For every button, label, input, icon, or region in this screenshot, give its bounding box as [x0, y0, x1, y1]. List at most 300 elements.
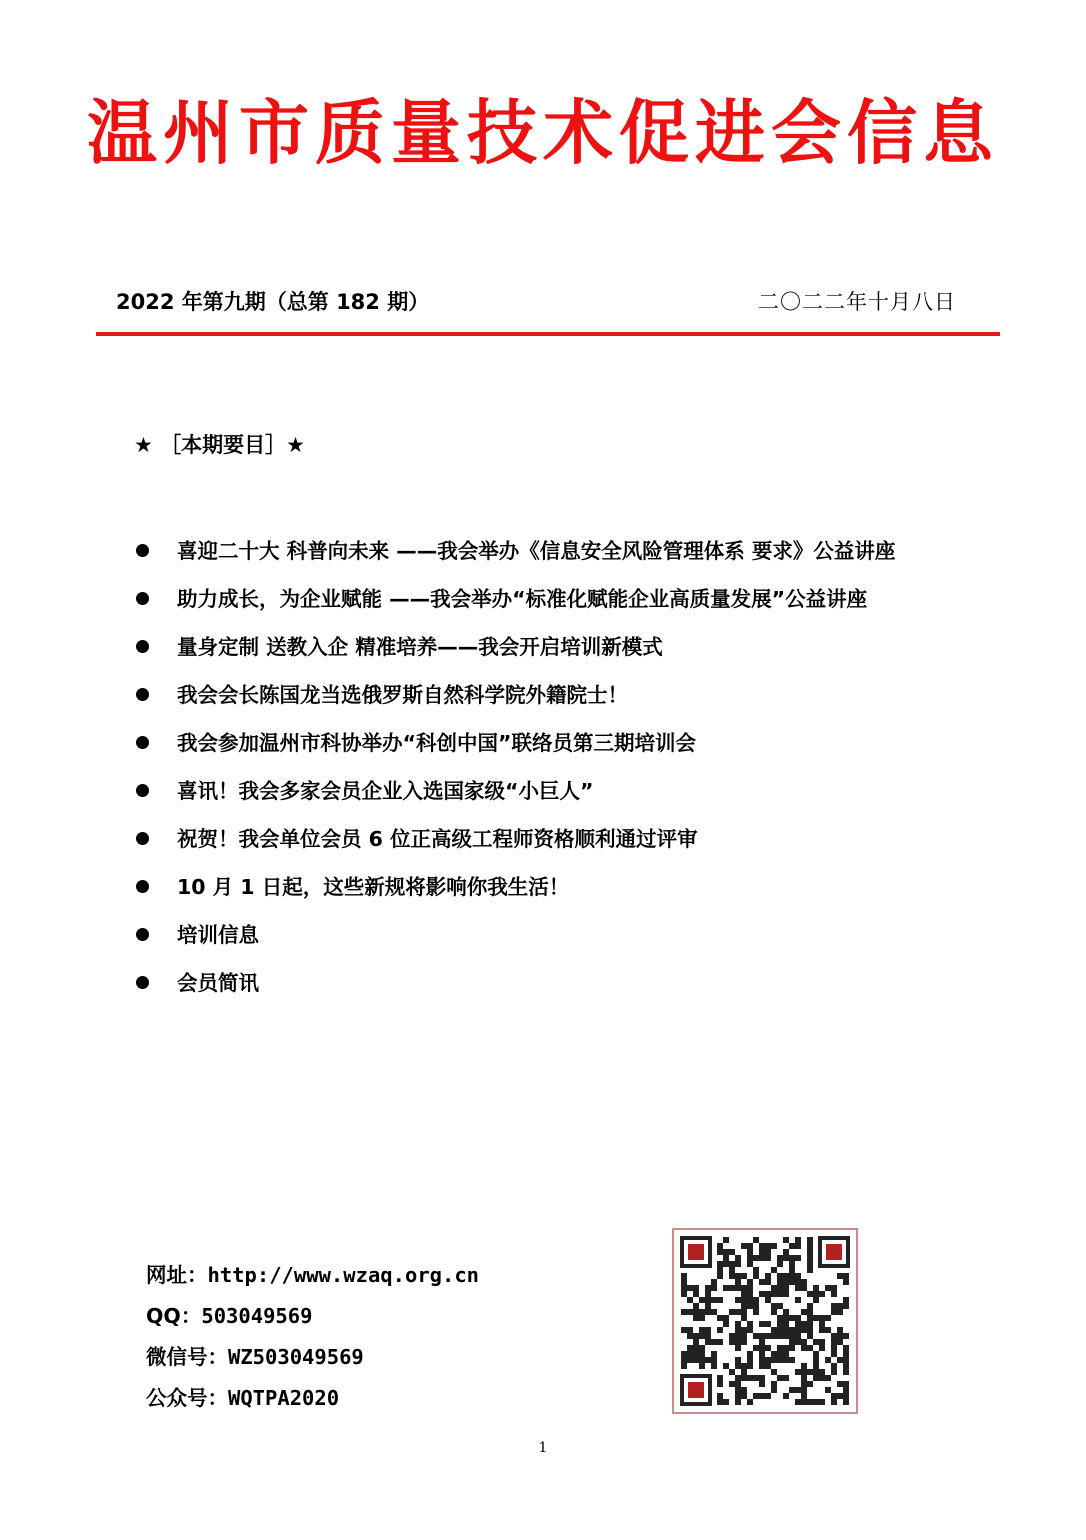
qr-module	[819, 1399, 825, 1405]
qr-module	[807, 1291, 813, 1297]
qr-module	[699, 1357, 705, 1363]
qr-module	[717, 1267, 723, 1273]
qr-module	[747, 1363, 753, 1369]
bullet-icon	[136, 736, 149, 749]
qr-module	[717, 1243, 723, 1249]
qr-module	[831, 1291, 837, 1297]
qr-module	[801, 1327, 807, 1333]
qr-module	[741, 1291, 747, 1297]
qr-module	[843, 1369, 849, 1375]
qr-module	[795, 1273, 801, 1279]
qr-module	[795, 1387, 801, 1393]
qr-module	[693, 1339, 699, 1345]
bullet-icon	[136, 640, 149, 653]
bullet-icon	[136, 928, 149, 941]
qr-module	[843, 1363, 849, 1369]
qr-module	[789, 1339, 795, 1345]
qr-module	[771, 1309, 777, 1315]
qr-module	[807, 1309, 813, 1315]
qr-module	[753, 1393, 759, 1399]
qr-module	[741, 1303, 747, 1309]
qr-module	[789, 1279, 795, 1285]
qr-module	[777, 1315, 783, 1321]
qr-module	[765, 1297, 771, 1303]
qr-module	[759, 1243, 765, 1249]
qr-module	[831, 1393, 837, 1399]
qr-module	[801, 1381, 807, 1387]
qr-module	[813, 1297, 819, 1303]
qr-module	[783, 1291, 789, 1297]
qr-module	[783, 1249, 789, 1255]
qr-module	[777, 1357, 783, 1363]
qr-module	[699, 1315, 705, 1321]
qr-module	[801, 1363, 807, 1369]
qr-module	[789, 1327, 795, 1333]
qr-module	[729, 1369, 735, 1375]
qr-module	[699, 1345, 705, 1351]
qr-module	[837, 1327, 843, 1333]
qr-module	[795, 1285, 801, 1291]
qr-module	[753, 1309, 759, 1315]
qr-module	[735, 1279, 741, 1285]
qr-module	[759, 1339, 765, 1345]
list-item	[136, 774, 895, 822]
qr-module	[741, 1273, 747, 1279]
qr-module	[789, 1387, 795, 1393]
qr-module	[789, 1345, 795, 1351]
qr-module	[831, 1369, 837, 1375]
qr-module	[681, 1363, 687, 1369]
qr-module	[843, 1345, 849, 1351]
qr-module	[693, 1285, 699, 1291]
qr-module	[813, 1351, 819, 1357]
qr-module	[735, 1381, 741, 1387]
qr-module	[843, 1387, 849, 1393]
qr-module	[801, 1375, 807, 1381]
issue-date: 二〇二二年十月八日	[758, 290, 956, 314]
qr-module	[801, 1285, 807, 1291]
qr-module	[813, 1285, 819, 1291]
qr-module	[819, 1315, 825, 1321]
qr-module	[729, 1309, 735, 1315]
qr-module	[699, 1333, 705, 1339]
qr-module	[705, 1291, 711, 1297]
qr-module	[753, 1297, 759, 1303]
contents-item-label: 培训信息	[177, 923, 259, 947]
qr-module	[729, 1273, 735, 1279]
qr-module	[789, 1333, 795, 1339]
qr-module	[843, 1333, 849, 1339]
qr-module	[687, 1345, 693, 1351]
qr-module	[765, 1393, 771, 1399]
qr-module	[777, 1261, 783, 1267]
qr-module	[771, 1333, 777, 1339]
qr-module	[807, 1261, 813, 1267]
qr-module	[747, 1303, 753, 1309]
qr-module	[801, 1279, 807, 1285]
qr-module	[807, 1243, 813, 1249]
qr-module	[801, 1387, 807, 1393]
qr-finder-bottom-left	[680, 1374, 712, 1406]
qr-module	[831, 1303, 837, 1309]
qr-module	[783, 1321, 789, 1327]
qr-module	[741, 1285, 747, 1291]
qr-module	[741, 1339, 747, 1345]
contents-item-label: 喜讯！我会多家会员企业入选国家级“小巨人”	[177, 779, 594, 803]
qr-module	[747, 1321, 753, 1327]
qr-module	[837, 1393, 843, 1399]
qr-module	[741, 1375, 747, 1381]
qr-module	[765, 1279, 771, 1285]
qr-module	[741, 1363, 747, 1369]
qr-module	[723, 1261, 729, 1267]
qr-module	[717, 1399, 723, 1405]
qr-module	[771, 1387, 777, 1393]
qr-module	[759, 1345, 765, 1351]
qr-module	[807, 1399, 813, 1405]
qr-module	[765, 1333, 771, 1339]
qr-module	[699, 1297, 705, 1303]
qr-code-pattern	[674, 1230, 856, 1412]
qr-module	[705, 1285, 711, 1291]
qr-module	[753, 1303, 759, 1309]
qr-module	[705, 1339, 711, 1345]
list-item	[136, 822, 895, 870]
qq-number: 503049569	[201, 1304, 313, 1328]
qr-module	[711, 1357, 717, 1363]
qr-module	[693, 1351, 699, 1357]
qr-module	[741, 1369, 747, 1375]
contact-info	[146, 1260, 479, 1424]
qr-module	[801, 1369, 807, 1375]
qq-row	[146, 1301, 479, 1342]
qr-module	[831, 1309, 837, 1315]
qq-label: QQ：	[146, 1304, 202, 1328]
masthead-title: 温州市质量技术促进会信息	[87, 92, 999, 174]
qr-module	[807, 1327, 813, 1333]
qr-finder-top-left	[680, 1236, 712, 1268]
bullet-icon	[136, 592, 149, 605]
qr-module	[759, 1321, 765, 1327]
qr-module	[795, 1399, 801, 1405]
qr-module	[759, 1351, 765, 1357]
qr-module	[687, 1327, 693, 1333]
qr-module	[819, 1291, 825, 1297]
qr-module	[717, 1315, 723, 1321]
qr-module	[813, 1369, 819, 1375]
qr-module	[777, 1321, 783, 1327]
qr-module	[777, 1303, 783, 1309]
qr-module	[795, 1333, 801, 1339]
qr-module	[783, 1327, 789, 1333]
qr-module	[753, 1267, 759, 1273]
qr-module	[843, 1393, 849, 1399]
qr-module	[735, 1333, 741, 1339]
bullet-icon	[136, 880, 149, 893]
qr-module	[717, 1249, 723, 1255]
qr-module	[759, 1291, 765, 1297]
qr-module	[765, 1321, 771, 1327]
qr-module	[771, 1243, 777, 1249]
qr-module	[825, 1285, 831, 1291]
qr-module	[747, 1285, 753, 1291]
qr-module	[747, 1243, 753, 1249]
qr-module	[699, 1309, 705, 1315]
qr-module	[789, 1261, 795, 1267]
qr-module	[783, 1279, 789, 1285]
qr-module	[813, 1315, 819, 1321]
qr-module	[681, 1273, 687, 1279]
list-item	[136, 678, 895, 726]
qr-module	[837, 1273, 843, 1279]
qr-module	[711, 1309, 717, 1315]
qr-module	[777, 1255, 783, 1261]
qr-module	[681, 1285, 687, 1291]
qr-module	[723, 1363, 729, 1369]
official-account-label: 公众号：	[146, 1386, 228, 1410]
qr-module	[765, 1357, 771, 1363]
qr-module	[801, 1399, 807, 1405]
qr-module	[825, 1327, 831, 1333]
qr-module	[765, 1291, 771, 1297]
qr-module	[735, 1387, 741, 1393]
qr-module	[795, 1279, 801, 1285]
qr-module	[831, 1363, 837, 1369]
qr-module	[765, 1255, 771, 1261]
qr-module	[831, 1333, 837, 1339]
qr-module	[759, 1381, 765, 1387]
qr-module	[711, 1285, 717, 1291]
qr-module	[747, 1399, 753, 1405]
qr-module	[759, 1255, 765, 1261]
website-link[interactable]: http://www.wzaq.org.cn	[207, 1263, 480, 1287]
qr-module	[843, 1357, 849, 1363]
qr-module	[777, 1345, 783, 1351]
list-item	[136, 534, 895, 582]
qr-module	[681, 1351, 687, 1357]
qr-module	[807, 1333, 813, 1339]
wechat-row	[146, 1342, 479, 1383]
qr-module	[717, 1327, 723, 1333]
qr-module	[759, 1249, 765, 1255]
qr-module	[771, 1351, 777, 1357]
qr-module	[711, 1339, 717, 1345]
qr-module	[735, 1339, 741, 1345]
qr-module	[681, 1291, 687, 1297]
qr-module	[825, 1375, 831, 1381]
website-row	[146, 1260, 479, 1301]
qr-module	[723, 1255, 729, 1261]
qr-module	[801, 1345, 807, 1351]
qr-module	[819, 1339, 825, 1345]
qr-module	[819, 1345, 825, 1351]
qr-module	[825, 1315, 831, 1321]
qr-module	[795, 1237, 801, 1243]
qr-module	[783, 1345, 789, 1351]
qr-module	[729, 1339, 735, 1345]
qr-module	[753, 1333, 759, 1339]
qr-module	[801, 1321, 807, 1327]
qr-module	[747, 1249, 753, 1255]
page-number: 1	[538, 1440, 548, 1456]
qr-module	[837, 1357, 843, 1363]
qr-module	[735, 1345, 741, 1351]
qr-module	[771, 1291, 777, 1297]
qr-module	[699, 1327, 705, 1333]
qr-module	[717, 1273, 723, 1279]
qr-module	[747, 1375, 753, 1381]
bullet-icon	[136, 976, 149, 989]
qr-module	[789, 1357, 795, 1363]
qr-module	[795, 1243, 801, 1249]
qr-module	[693, 1357, 699, 1363]
qr-module	[705, 1327, 711, 1333]
bullet-icon	[136, 544, 149, 557]
qr-module	[807, 1315, 813, 1321]
qr-module	[729, 1261, 735, 1267]
qr-module	[723, 1315, 729, 1321]
qr-module	[819, 1327, 825, 1333]
qr-module	[789, 1273, 795, 1279]
list-item	[136, 726, 895, 774]
contents-item-label: 会员简讯	[177, 971, 259, 995]
qr-module	[795, 1339, 801, 1345]
qr-module	[789, 1243, 795, 1249]
qr-module	[807, 1237, 813, 1243]
qr-module	[831, 1399, 837, 1405]
qr-module	[801, 1339, 807, 1345]
qr-module	[807, 1255, 813, 1261]
contents-item-label: 量身定制 送教入企 精准培养——我会开启培训新模式	[177, 635, 663, 659]
qr-module	[759, 1357, 765, 1363]
qr-module	[693, 1315, 699, 1321]
contents-item-label: 祝贺！我会单位会员 6 位正高级工程师资格顺利通过评审	[177, 827, 698, 851]
qr-module	[831, 1345, 837, 1351]
qr-module	[807, 1321, 813, 1327]
qr-module	[735, 1357, 741, 1363]
qr-finder-top-right	[818, 1236, 850, 1268]
qr-module	[843, 1351, 849, 1357]
qr-module	[735, 1261, 741, 1267]
qr-module	[813, 1399, 819, 1405]
list-item	[136, 582, 895, 630]
qr-module	[783, 1255, 789, 1261]
qr-module	[795, 1255, 801, 1261]
contents-item-label: 助力成长，为企业赋能 ——我会举办“标准化赋能企业高质量发展”公益讲座	[177, 587, 868, 611]
qr-module	[717, 1375, 723, 1381]
qr-module	[759, 1363, 765, 1369]
qr-module	[759, 1279, 765, 1285]
qr-module	[741, 1297, 747, 1303]
qr-module	[807, 1267, 813, 1273]
qr-module	[843, 1297, 849, 1303]
issue-number: 2022 年第九期（总第 182 期）	[116, 290, 430, 314]
bullet-icon	[136, 688, 149, 701]
list-item	[136, 630, 895, 678]
qr-module	[735, 1297, 741, 1303]
qr-module	[717, 1339, 723, 1345]
qr-module	[687, 1285, 693, 1291]
qr-module	[831, 1351, 837, 1357]
qr-module	[729, 1333, 735, 1339]
qr-module	[753, 1237, 759, 1243]
qr-module	[783, 1237, 789, 1243]
qr-module	[783, 1375, 789, 1381]
qr-module	[681, 1327, 687, 1333]
qr-module	[837, 1333, 843, 1339]
qr-code-icon	[672, 1228, 858, 1414]
qr-module	[753, 1375, 759, 1381]
qr-module	[837, 1339, 843, 1345]
qr-module	[711, 1363, 717, 1369]
qr-module	[771, 1267, 777, 1273]
qr-module	[699, 1351, 705, 1357]
qr-module	[801, 1393, 807, 1399]
qr-module	[705, 1297, 711, 1303]
qr-module	[735, 1273, 741, 1279]
contents-item-label: 10 月 1 日起，这些新规将影响你我生活！	[177, 875, 570, 899]
wechat-id: WZ503049569	[228, 1345, 364, 1369]
qr-module	[735, 1393, 741, 1399]
qr-module	[765, 1273, 771, 1279]
qr-module	[813, 1375, 819, 1381]
qr-module	[783, 1285, 789, 1291]
qr-module	[795, 1321, 801, 1327]
qr-module	[723, 1249, 729, 1255]
qr-module	[819, 1369, 825, 1375]
qr-module	[735, 1375, 741, 1381]
qr-module	[843, 1381, 849, 1387]
qr-module	[825, 1357, 831, 1363]
contents-heading: ★ ［本期要目］★	[134, 433, 305, 457]
qr-module	[717, 1261, 723, 1267]
qr-module	[759, 1393, 765, 1399]
qr-module	[777, 1351, 783, 1357]
qr-module	[705, 1333, 711, 1339]
qr-module	[705, 1357, 711, 1363]
qr-module	[753, 1273, 759, 1279]
qr-module	[813, 1357, 819, 1363]
qr-module	[735, 1309, 741, 1315]
qr-module	[711, 1279, 717, 1285]
qr-module	[807, 1303, 813, 1309]
list-item	[136, 966, 895, 1014]
qr-module	[813, 1339, 819, 1345]
qr-module	[723, 1285, 729, 1291]
qr-module	[735, 1321, 741, 1327]
qr-module	[789, 1315, 795, 1321]
list-item	[136, 918, 895, 966]
contents-item-label: 我会会长陈国龙当选俄罗斯自然科学院外籍院士！	[177, 683, 628, 707]
qr-module	[711, 1297, 717, 1303]
wechat-label: 微信号：	[146, 1345, 228, 1369]
qr-module	[813, 1291, 819, 1297]
contents-list	[136, 534, 895, 1014]
qr-module	[747, 1291, 753, 1297]
qr-module	[687, 1351, 693, 1357]
qr-module	[801, 1309, 807, 1315]
qr-module	[765, 1249, 771, 1255]
qr-module	[807, 1381, 813, 1387]
qr-module	[783, 1357, 789, 1363]
qr-module	[831, 1339, 837, 1345]
qr-module	[777, 1375, 783, 1381]
qr-module	[783, 1333, 789, 1339]
qr-module	[783, 1315, 789, 1321]
qr-module	[741, 1333, 747, 1339]
qr-module	[837, 1381, 843, 1387]
qr-module	[765, 1363, 771, 1369]
